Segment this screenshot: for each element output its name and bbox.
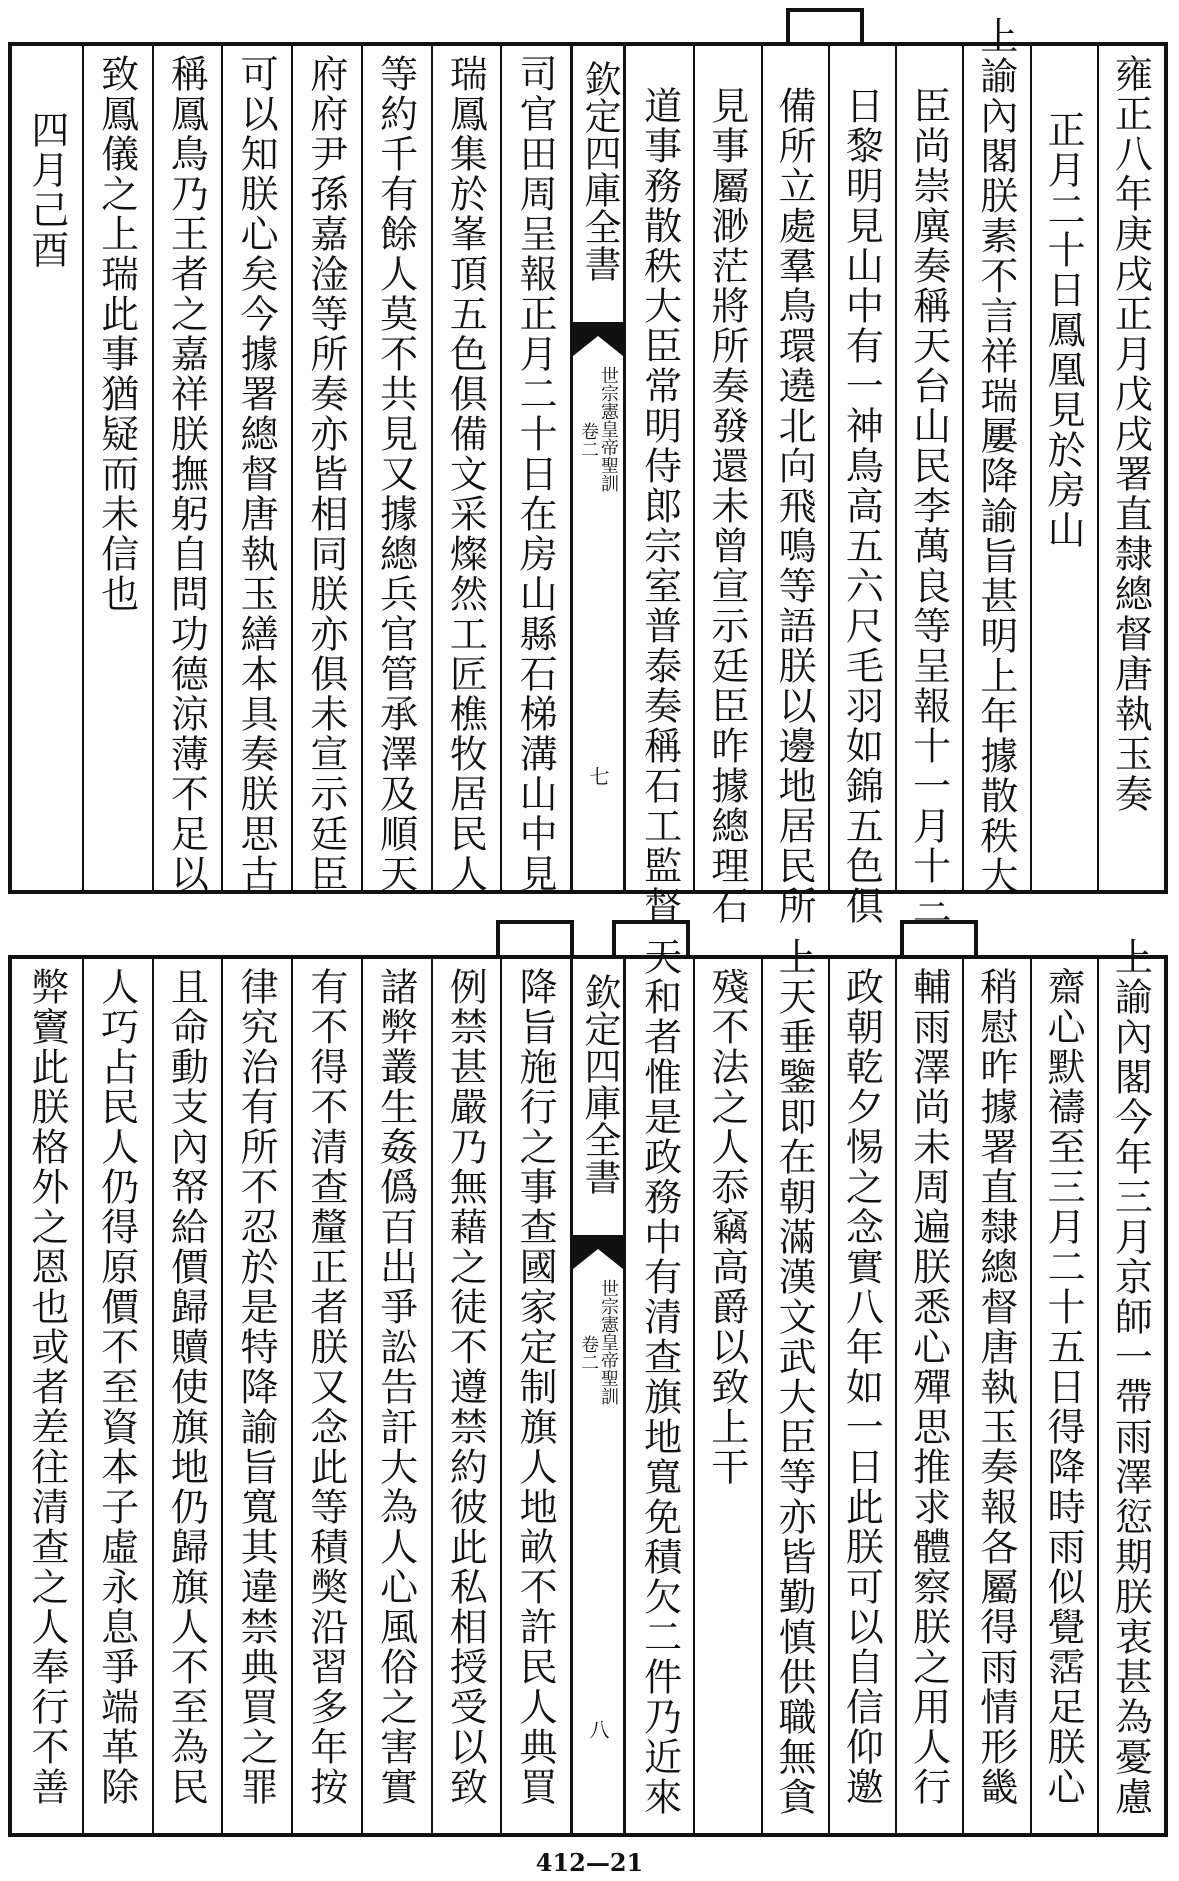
column-rule	[152, 959, 154, 1833]
column-rule	[693, 46, 695, 890]
top-gutter-subtitle: 世宗憲皇帝聖訓	[598, 366, 619, 492]
top-gutter-page-number: 七	[586, 766, 610, 786]
bottom-gutter-title: 欽定四庫全書	[578, 973, 621, 1195]
bottom-text-column: 上天垂鑒即在朝滿漢文武大臣等亦皆勤慎供職無貪	[772, 937, 817, 1817]
page-panel-bottom	[8, 937, 1168, 1837]
page-footer-number: 412—21	[535, 1848, 644, 1877]
bottom-gutter-page-number: 八	[586, 1719, 610, 1739]
column-rule	[221, 46, 223, 890]
bottom-text-column: 降旨施行之事查國家定制旗人地畝不許民人典買	[513, 967, 558, 1807]
bottom-text-column: 上諭內閣今年三月京師一帶雨澤愆期朕衷甚為憂慮	[1108, 937, 1153, 1817]
column-rule	[895, 46, 897, 890]
bottom-gutter-volume: 卷二	[578, 1335, 599, 1371]
top-text-column: 雍正八年庚戌正月戊戌署直隸總督唐執玉奏	[1108, 54, 1153, 814]
bottom-raised-header-tab-a	[900, 920, 978, 960]
top-text-column: 備所立處羣鳥環遶北向飛鳴等語朕以邊地居民所	[772, 86, 817, 926]
column-rule	[500, 46, 502, 890]
column-rule	[152, 46, 154, 890]
top-gutter	[570, 46, 626, 890]
column-rule	[1097, 959, 1099, 1833]
column-rule	[361, 46, 363, 890]
column-rule	[500, 959, 502, 1833]
column-rule	[82, 46, 84, 890]
bottom-text-column: 律究治有所不忍於是特降諭旨寬其違禁典買之罪	[234, 967, 279, 1807]
top-gutter-volume: 卷二	[578, 422, 599, 458]
bottom-text-column: 政朝乾夕惕之念實八年如一日此朕可以自信仰邀	[839, 967, 884, 1807]
top-text-column: 等約千有餘人莫不共見又據總兵官管承澤及順天	[373, 54, 418, 894]
top-text-column: 上諭內閣朕素不言祥瑞屢降諭旨甚明上年據散秩大	[973, 16, 1018, 896]
bottom-raised-header-tab-c	[496, 920, 574, 960]
column-rule	[828, 959, 830, 1833]
top-text-column: 道事務散秩大臣常明侍郎宗室普泰奏稱石工監督	[637, 86, 682, 926]
column-rule	[761, 46, 763, 890]
bottom-gutter-subtitle: 世宗憲皇帝聖訓	[598, 1279, 619, 1405]
column-rule	[82, 959, 84, 1833]
column-rule	[1097, 46, 1099, 890]
top-text-column: 見事屬渺茫將所奏發還未曾宣示廷臣昨據總理石	[704, 86, 749, 926]
bottom-text-column: 人巧占民人仍得原價不至資本子虛永息爭端革除	[94, 967, 139, 1807]
bottom-text-column: 有不得不清查釐正者朕又念此等積獘沿習多年按	[303, 967, 348, 1807]
bottom-text-column: 諸弊叢生姦僞百出爭訟告訐大為人心風俗之害實	[373, 967, 418, 1807]
page-panel-top	[8, 16, 1168, 926]
column-rule	[291, 46, 293, 890]
column-rule	[431, 46, 433, 890]
top-text-column: 稱鳳鳥乃王者之嘉祥朕撫躬自問功德涼薄不足以	[164, 54, 209, 894]
fish-tail-mark-icon	[573, 322, 623, 356]
top-text-column: 致鳳儀之上瑞此事猶疑而未信也	[94, 54, 139, 614]
column-rule	[221, 959, 223, 1833]
column-rule	[291, 959, 293, 1833]
top-text-column: 府府尹孫嘉淦等所奏亦皆相同朕亦俱未宣示廷臣	[303, 54, 348, 894]
column-rule	[1030, 959, 1032, 1833]
top-text-column: 司官田周呈報正月二十日在房山縣石梯溝山中見	[513, 54, 558, 894]
column-rule	[1030, 46, 1032, 890]
bottom-gutter	[570, 959, 626, 1833]
column-rule	[828, 46, 830, 890]
column-rule	[962, 46, 964, 890]
top-text-column: 瑞鳳集於峯頂五色俱備文采燦然工匠樵牧居民人	[443, 54, 488, 894]
column-rule	[693, 959, 695, 1833]
column-rule	[962, 959, 964, 1833]
column-rule	[431, 959, 433, 1833]
bottom-text-column: 例禁甚嚴乃無藉之徒不遵禁約彼此私相授受以致	[443, 967, 488, 1807]
fish-tail-mark-icon	[573, 1235, 623, 1269]
bottom-text-column: 稍慰昨據署直隸總督唐執玉奏報各屬得雨情形畿	[973, 967, 1018, 1807]
top-text-column: 臣尚崇廙奏稱天台山民李萬良等呈報十一月十三	[906, 86, 951, 926]
top-text-column: 日黎明見山中有一神鳥高五六尺毛羽如錦五色俱	[839, 86, 884, 926]
bottom-text-column: 天和者惟是政務中有清查旗地寬免積欠二件乃近來	[637, 937, 682, 1817]
bottom-text-column: 輔雨澤尚未周遍朕悉心殫思推求體察朕之用人行	[906, 967, 951, 1807]
top-text-column: 可以知朕心矣今據署總督唐執玉繕本具奏朕思古	[234, 54, 279, 894]
bottom-text-column: 齋心默禱至三月二十五日得降時雨似覺霑足朕心	[1041, 967, 1086, 1807]
top-text-column: 正月二十日鳳凰見於房山	[1041, 110, 1086, 550]
top-text-column: 四月己酉	[24, 110, 69, 270]
column-rule	[761, 959, 763, 1833]
column-rule	[895, 959, 897, 1833]
bottom-text-column: 弊竇此朕格外之恩也或者差往清查之人奉行不善	[24, 967, 69, 1807]
column-rule	[361, 959, 363, 1833]
bottom-text-column: 殘不法之人忝竊高爵以致上干	[704, 967, 749, 1487]
top-gutter-title: 欽定四庫全書	[578, 60, 621, 282]
bottom-text-column: 且命動支內帑給價歸贖使旗地仍歸旗人不至為民	[164, 967, 209, 1807]
